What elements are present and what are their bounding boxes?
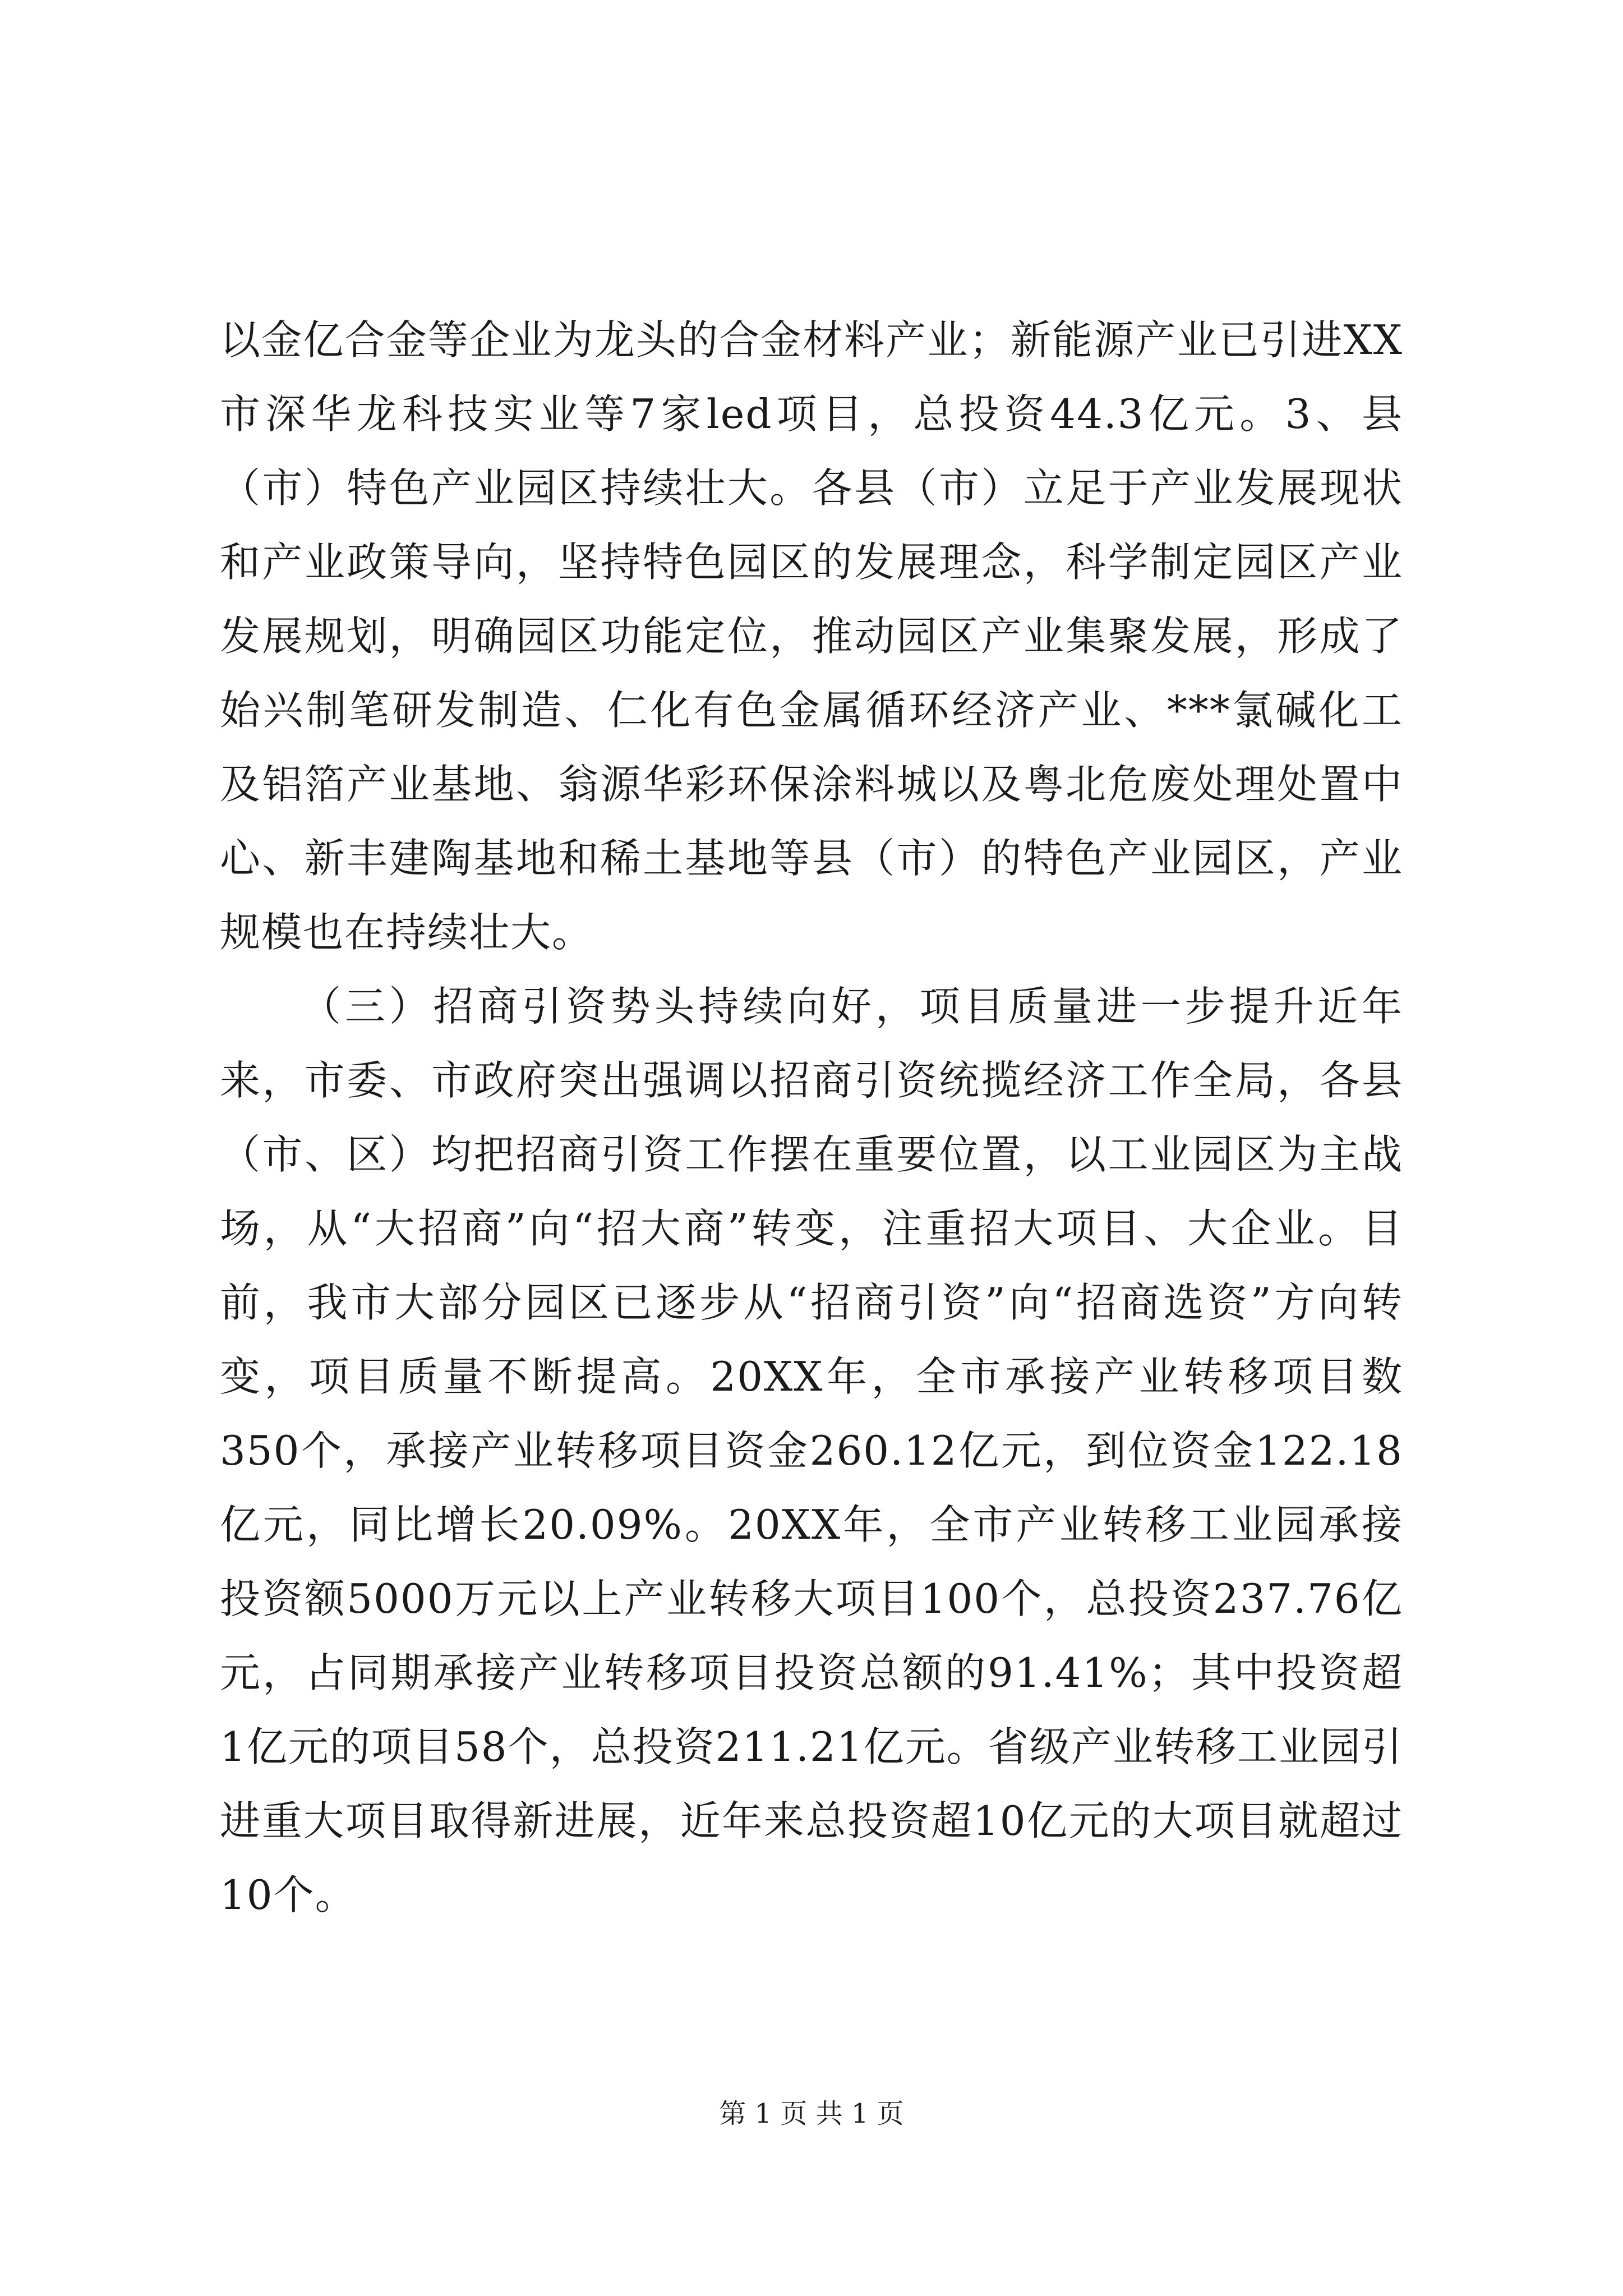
page-footer: 第 1 页 共 1 页 (719, 2098, 904, 2129)
document-body (220, 303, 1403, 1932)
paragraph-1: 以金亿合金等企业为龙头的合金材料产业；新能源产业已引进XX市深华龙科技实业等7家led项目，总投资44.3亿元。3、县（市）特色产业园区持续壮大。各县（市）立足于产业发展现状和产业政策导向，坚持特色园区的发展理念，科学制定园区产业发展规划，明确园区功能定位，推动园区产业集聚发展，形成了始兴制笔研发制造、仁化有色金属循环经济产业、***氯碱化工及铝箔产业基地、翁源华彩环保涂料城以及粤北危废处理处置中心、新丰建陶基地和稀土基地等县（市）的特色产业园区，产业规模也在持续壮大。 (220, 316, 1403, 956)
paragraph-2: （三）招商引资势头持续向好，项目质量进一步提升近年来，市委、市政府突出强调以招商引资统揽经济工作全局，各县（市、区）均把招商引资工作摆在重要位置，以工业园区为主战场，从“大招商”向“招大商”转变，注重招大项目、大企业。目前，我市大部分园区已逐步从“招商引资”向“招商选资”方向转变，项目质量不断提高。20XX年，全市承接产业转移项目数350个，承接产业转移项目资金260.12亿元，到位资金122.18亿元，同比增长20.09%。20XX年，全市产业转移工业园承接投资额5000万元以上产业转移大项目100个，总投资237.76亿元，占同期承接产业转移项目投资总额的91.41%；其中投资超1亿元的项目58个，总投资211.21亿元。省级产业转移工业园引进重大项目取得新进展，近年来总投资超10亿元的大项目就超过10个。 (220, 983, 1403, 1918)
